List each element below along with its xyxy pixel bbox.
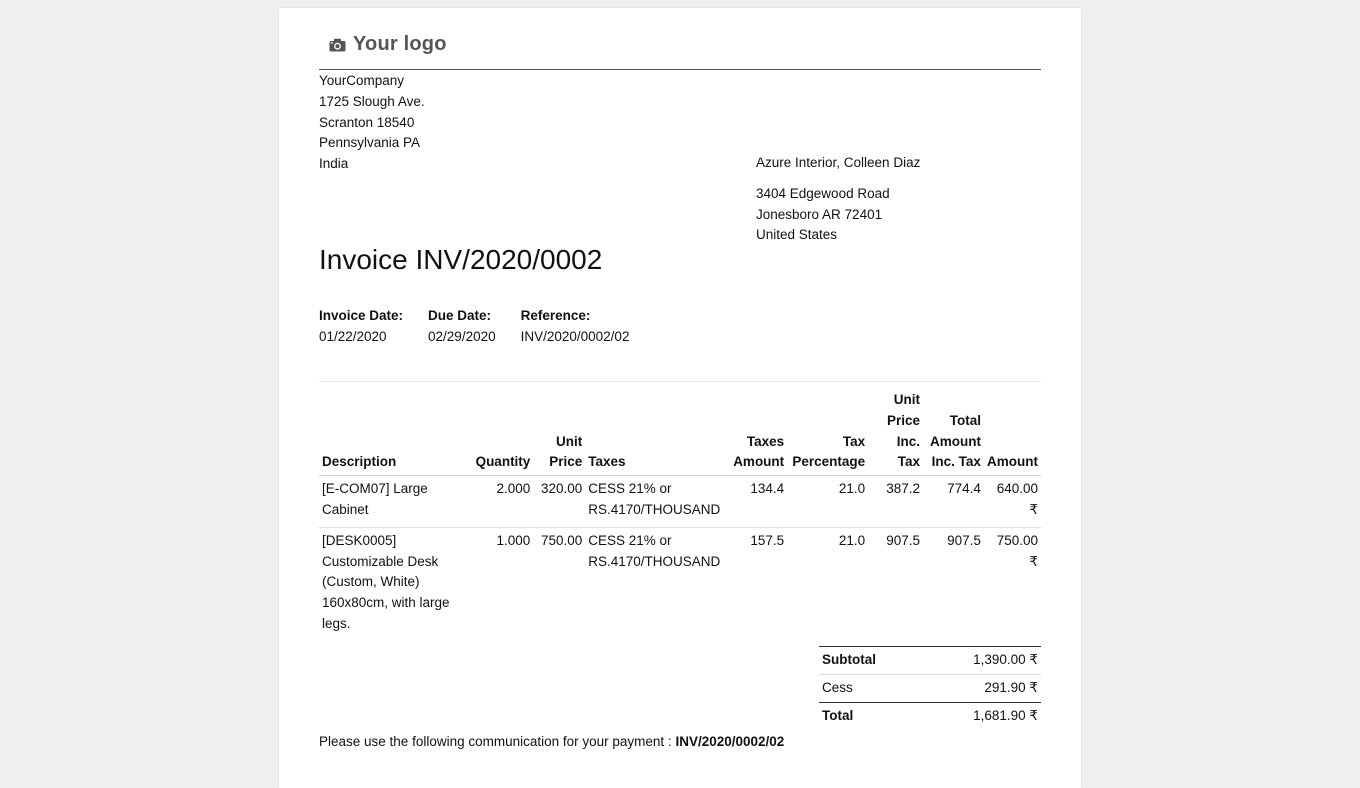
company-address <box>319 71 425 175</box>
table-header-row <box>319 382 1041 476</box>
customer-country: United States <box>756 227 838 243</box>
row-taxes: CESS 21% or RS.4170/THOUSAND <box>588 532 721 569</box>
col-description: Description <box>322 454 397 470</box>
col-total-amount-inc-tax: Total Amount Inc. Tax <box>929 412 981 470</box>
invoice-date-label: Invoice Date: <box>319 308 404 323</box>
total-value: 1,681.90 ₹ <box>973 708 1038 723</box>
invoice-info <box>319 305 654 347</box>
header-divider <box>319 69 1041 70</box>
row-taxes-amount: 157.5 <box>750 532 785 548</box>
company-country: India <box>319 156 349 172</box>
subtotal-value: 1,390.00 ₹ <box>973 652 1038 667</box>
reference-value: INV/2020/0002/02 <box>520 329 630 344</box>
row-quantity: 2.000 <box>496 481 531 497</box>
invoice-lines-table <box>319 382 1041 641</box>
col-quantity: Quantity <box>475 454 531 470</box>
row-total-inc-tax: 774.4 <box>947 481 981 497</box>
tax-label: Cess <box>822 680 853 695</box>
company-street: 1725 Slough Ave. <box>319 93 425 109</box>
row-unit-price: 750.00 <box>540 532 583 548</box>
customer-address <box>756 155 921 243</box>
invoice-date-value: 01/22/2020 <box>319 329 387 344</box>
customer-city: Jonesboro AR 72401 <box>756 206 883 222</box>
col-taxes-amount: Taxes Amount <box>733 433 785 470</box>
totals-table <box>819 646 1041 730</box>
company-city: Scranton 18540 <box>319 114 415 130</box>
invoice-date <box>319 305 403 347</box>
table-row <box>319 476 1041 528</box>
row-total-inc-tax: 907.5 <box>947 532 981 548</box>
row-tax-percentage: 21.0 <box>838 481 866 497</box>
row-amount: 640.00 ₹ <box>996 481 1038 517</box>
company-logo <box>329 33 447 56</box>
col-unit-price-inc-tax: Unit Price Inc. Tax <box>886 392 920 470</box>
reference <box>521 305 630 347</box>
row-taxes: CESS 21% or RS.4170/THOUSAND <box>588 481 721 517</box>
col-taxes: Taxes <box>588 454 626 470</box>
company-state: Pennsylvania PA <box>319 135 421 151</box>
row-quantity: 1.000 <box>496 532 531 548</box>
subtotal-label: Subtotal <box>822 652 876 667</box>
tax-value: 291.90 ₹ <box>984 680 1038 695</box>
payment-text: Please use the following communication for your payment : <box>319 734 676 749</box>
col-tax-percentage: Tax Percentage <box>792 433 866 470</box>
row-description: [E-COM07] Large Cabinet <box>322 481 428 517</box>
due-date <box>428 305 496 347</box>
row-taxes-amount: 134.4 <box>750 481 785 497</box>
due-date-label: Due Date: <box>428 308 492 323</box>
camera-icon <box>329 38 346 52</box>
invoice-page <box>279 8 1081 788</box>
company-name: YourCompany <box>319 73 405 88</box>
table-row <box>319 527 1041 640</box>
tax-row <box>819 675 1041 703</box>
row-unit-price-inc-tax: 387.2 <box>886 481 920 497</box>
subtotal-row <box>819 647 1041 675</box>
row-tax-percentage: 21.0 <box>838 532 866 548</box>
total-row <box>819 703 1041 731</box>
row-description: [DESK0005] Customizable Desk (Custom, White) 160x80cm, with large legs. <box>322 532 450 631</box>
col-unit-price: Unit Price <box>549 433 583 470</box>
customer-name: Azure Interior, Colleen Diaz <box>756 155 921 170</box>
customer-street: 3404 Edgewood Road <box>756 185 890 201</box>
logo-text: Your logo <box>353 33 447 55</box>
reference-label: Reference: <box>520 308 591 323</box>
payment-communication <box>319 732 784 752</box>
row-amount: 750.00 ₹ <box>996 532 1038 569</box>
due-date-value: 02/29/2020 <box>428 329 496 344</box>
col-amount: Amount <box>987 454 1038 470</box>
invoice-title: Invoice INV/2020/0002 <box>319 244 603 275</box>
total-label: Total <box>822 708 854 723</box>
row-unit-price-inc-tax: 907.5 <box>886 532 920 548</box>
payment-reference: INV/2020/0002/02 <box>675 734 785 749</box>
row-unit-price: 320.00 <box>540 481 583 497</box>
